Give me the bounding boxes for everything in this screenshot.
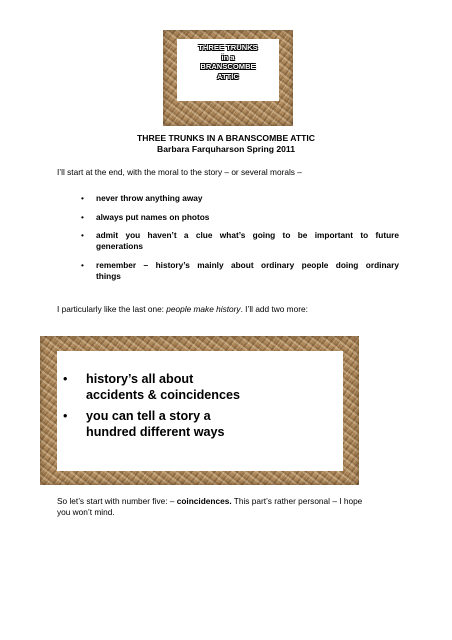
title-block [0, 133, 452, 155]
like-text-after: . I’ll add two more: [240, 304, 308, 314]
logo-line-4: ATTIC [217, 71, 239, 81]
like-text-italic: people make history [166, 304, 241, 314]
list-item [81, 260, 399, 282]
extra-moral-line-2: hundred different ways [86, 425, 225, 439]
start-line-2: you won’t mind. [57, 507, 115, 517]
morals-list [81, 193, 399, 289]
bullet-icon: • [81, 259, 84, 270]
list-item [81, 230, 399, 252]
start-line-1 [57, 496, 397, 507]
logo-text [177, 43, 279, 81]
logo-frame [163, 30, 293, 126]
extra-moral-line-1: you can tell a story a [86, 409, 211, 423]
list-item [63, 371, 323, 403]
extra-moral-line-2: accidents & coincidences [86, 388, 240, 402]
moral-text: never throw anything away [96, 193, 203, 203]
start-text-before: So let’s start with number five: – [57, 496, 177, 506]
extra-morals-list [63, 371, 323, 445]
list-item [63, 408, 323, 440]
start-text-after: This part’s rather personal – I hope [231, 496, 363, 506]
bullet-icon: • [81, 230, 84, 240]
list-item [81, 193, 399, 204]
moral-text: always put names on photos [96, 211, 210, 222]
moral-text: admit you haven’t a clue what’s going to be important to future [96, 230, 399, 240]
moral-text: remember – history’s mainly about ordinary people doing ordinary [96, 259, 399, 270]
byline: Barbara Farquharson Spring 2011 [156, 144, 296, 154]
logo-line-2: in a [221, 52, 235, 62]
page-title: THREE TRUNKS IN A BRANSCOMBE ATTIC [137, 133, 315, 143]
moral-text-continued: things [96, 270, 121, 281]
like-paragraph [57, 304, 397, 315]
logo-line-1: THREE TRUNKS [198, 43, 258, 52]
bullet-icon: • [63, 372, 68, 386]
list-item [81, 212, 399, 223]
bullet-icon: • [63, 409, 68, 423]
logo-line-3: BRANSCOMBE [200, 62, 256, 72]
bullet-icon: • [81, 211, 84, 222]
start-text-bold: coincidences. [176, 496, 232, 506]
extra-moral-line-1: history’s all about [86, 372, 194, 386]
logo-inner [177, 39, 279, 101]
intro-paragraph: I’ll start at the end, with the moral to the story – or several morals – [57, 167, 302, 177]
start-paragraph [57, 496, 397, 518]
moral-text-continued: generations [96, 241, 144, 251]
like-text-before: I particularly like the last one: [57, 304, 167, 314]
bullet-icon: • [81, 193, 84, 203]
